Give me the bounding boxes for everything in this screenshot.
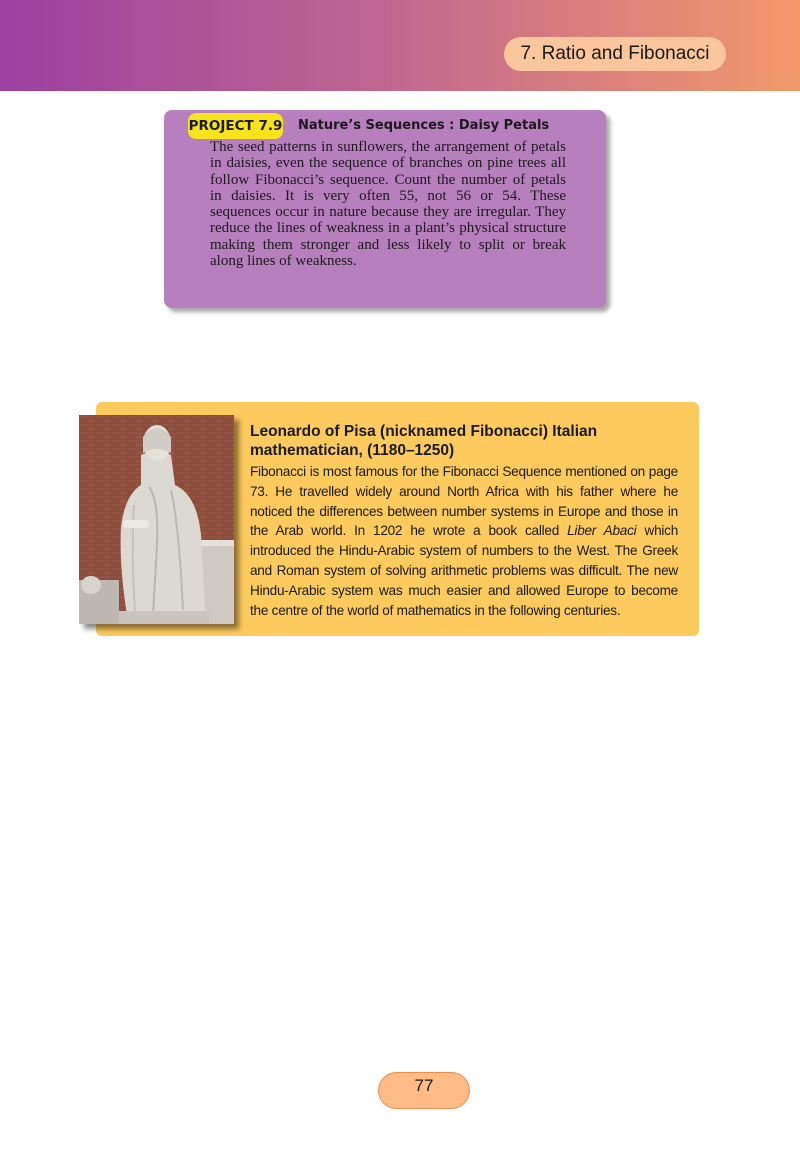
project-body: The seed patterns in sunflowers, the arrangement of petals in daisies, even the sequence of branches on pine trees all follow Fibonacci’s sequence. Count the number of petals in daisies. It is very often 55, not 56 or 54. These sequences occur in nature because they are irregular. They reduce the lines of weakness in a plant’s physical structure making them stronger and less likely to split or break along lines of weakness. [210,139,566,270]
page-number: 77 [378,1072,470,1109]
chapter-title: 7. Ratio and Fibonacci [504,37,726,71]
fibonacci-statue-photo [79,415,234,624]
bio-body-part2: which introduced the Hindu-Arabic system of numbers to the West. The Greek and Roman system of solving arithmetic problems was difficult. The new Hindu-Arabic system was much easier and allowed Europe to become the centre of the world of mathematics in the following centuries. [250,523,678,618]
book-title: Liber Abaci [567,523,637,539]
bio-title: Leonardo of Pisa (nicknamed Fibonacci) Italian mathematician, (1180–1250) [250,423,598,459]
project-box [164,110,606,308]
bio-body [250,462,678,620]
bio-body-part1: Fibonacci is most famous for the Fibonacci Sequence mentioned on page 73. He travelled widely around North Africa with his father where he noticed the differences between number systems in Europe and those in the Arab world. In 1202 he wrote a book called [250,464,678,539]
project-title: Nature’s Sequences : Daisy Petals [298,118,550,133]
project-tag: PROJECT 7.9 [188,113,283,139]
